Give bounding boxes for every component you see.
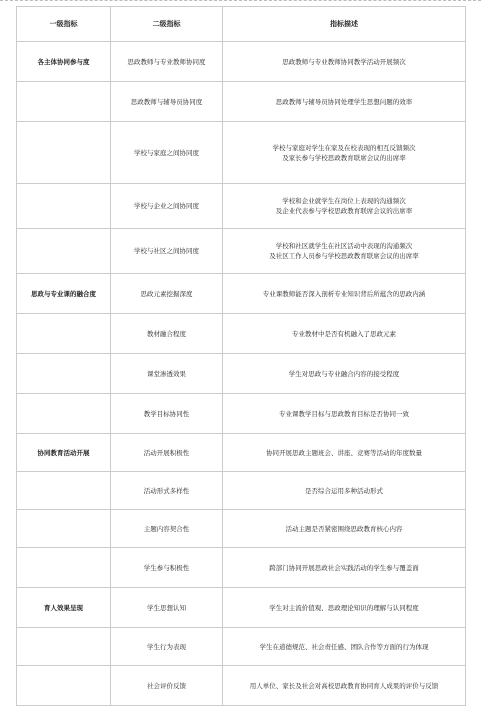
description-line: 及社区工作人员参与学校思政教育联席会议的出席率 [269, 252, 419, 260]
cell-level2: 活动形式多样性 [111, 472, 223, 510]
cell-level1 [17, 510, 111, 548]
table-row [17, 510, 466, 548]
cell-description [223, 314, 466, 354]
cell-level1 [17, 628, 111, 666]
cell-level1 [17, 354, 111, 394]
cell-level1 [17, 229, 111, 274]
cell-description [223, 588, 466, 628]
description-line: 学校与家庭对学生在家及在校表现的相互反馈频次 [272, 143, 416, 152]
description-line: 及家长参与学校思政教育联席会议的出席率 [282, 153, 406, 162]
table-header-row [17, 7, 466, 42]
description-line: 活动主题是否紧密围绕思政教育核心内容 [285, 524, 403, 533]
table-row [17, 628, 466, 666]
description-line: 专业课教师能否深入剖析专业知识背后所蕴含的思政内涵 [262, 289, 426, 298]
cell-description [223, 42, 466, 82]
cell-level1: 育人效果呈现 [17, 588, 111, 628]
cell-level1 [17, 394, 111, 434]
header-level1: 一级指标 [17, 7, 111, 42]
description-line: 学生在道德规范、社会责任感、团队合作等方面的行为体现 [259, 642, 429, 651]
cell-description [223, 122, 466, 184]
cell-level2: 教学目标协同性 [111, 394, 223, 434]
top-border [0, 0, 481, 4]
cell-level1 [17, 548, 111, 588]
cell-description [223, 628, 466, 666]
table-row [17, 588, 466, 628]
table-row [17, 354, 466, 394]
table-row [17, 472, 466, 510]
cell-description [223, 548, 466, 588]
cell-description [223, 510, 466, 548]
cell-level1 [17, 472, 111, 510]
cell-level2: 学校与企业之间协同度 [111, 184, 223, 229]
cell-level1 [17, 314, 111, 354]
description-line: 协同开展思政主题班会、讲座、竞赛等活动的年度数量 [266, 448, 422, 457]
table-row [17, 434, 466, 472]
table-row [17, 184, 466, 229]
cell-description [223, 274, 466, 314]
description-line: 思政教师与专业教师协同教学活动开展频次 [282, 57, 406, 66]
description-line: 专业教材中是否有机融入了思政元素 [292, 329, 396, 338]
cell-level2: 思政教师与辅导员协同度 [111, 82, 223, 122]
table-row [17, 122, 466, 184]
cell-level2: 学校与家庭之间协同度 [111, 122, 223, 184]
header-description: 指标描述 [223, 7, 466, 42]
cell-description [223, 229, 466, 274]
indicator-table [16, 6, 466, 706]
table-row [17, 82, 466, 122]
table-row [17, 314, 466, 354]
description-line: 专业课教学目标与思政教育目标是否协同一致 [279, 409, 409, 418]
cell-description [223, 666, 466, 706]
description-line: 用人单位、家长及社会对高校思政教育协同育人成果的评价与反馈 [249, 681, 439, 690]
cell-level2: 主题内容契合性 [111, 510, 223, 548]
cell-level2: 思政教师与专业教师协同度 [111, 42, 223, 82]
cell-level1 [17, 122, 111, 184]
cell-level2: 教材融合程度 [111, 314, 223, 354]
cell-description [223, 82, 466, 122]
description-line: 思政教师与辅导员协同处理学生思想问题的效率 [275, 97, 413, 106]
cell-level2: 社会评价反馈 [111, 666, 223, 706]
cell-description [223, 394, 466, 434]
description-line: 及企业代表参与学校思政教育联席会议的出席率 [275, 207, 413, 215]
table-row [17, 666, 466, 706]
cell-level2: 学校与社区之间协同度 [111, 229, 223, 274]
description-line: 是否综合运用多种活动形式 [305, 486, 383, 495]
description-line: 学校和企业就学生在岗位上表现的沟通频次 [282, 197, 406, 205]
cell-level2: 思政元素挖掘深度 [111, 274, 223, 314]
cell-description [223, 184, 466, 229]
cell-level2: 学生行为表现 [111, 628, 223, 666]
description-line: 跨部门协同开展思政社会实践活动的学生参与覆盖面 [269, 563, 419, 572]
cell-level2: 学生参与积极性 [111, 548, 223, 588]
table-row [17, 42, 466, 82]
description-line: 学校和社区就学生在社区活动中表现的沟通频次 [275, 242, 413, 250]
header-level2: 二级指标 [111, 7, 223, 42]
cell-level1 [17, 184, 111, 229]
cell-level2: 学生思想认知 [111, 588, 223, 628]
cell-level2: 课堂渗透效果 [111, 354, 223, 394]
table-row [17, 548, 466, 588]
cell-description [223, 434, 466, 472]
cell-description [223, 472, 466, 510]
cell-level1: 协同教育活动开展 [17, 434, 111, 472]
table-row [17, 229, 466, 274]
cell-level1: 思政与专业课的融合度 [17, 274, 111, 314]
cell-level1 [17, 666, 111, 706]
cell-description [223, 354, 466, 394]
description-line: 学生对思政与专业融合内容的接受程度 [288, 369, 400, 378]
description-line: 学生对主流价值观、思政理论知识的理解与认同程度 [269, 603, 419, 612]
table-row [17, 394, 466, 434]
cell-level1 [17, 82, 111, 122]
cell-level1: 各主体协同参与度 [17, 42, 111, 82]
table-row [17, 274, 466, 314]
table-body [17, 42, 466, 706]
cell-level2: 活动开展积极性 [111, 434, 223, 472]
